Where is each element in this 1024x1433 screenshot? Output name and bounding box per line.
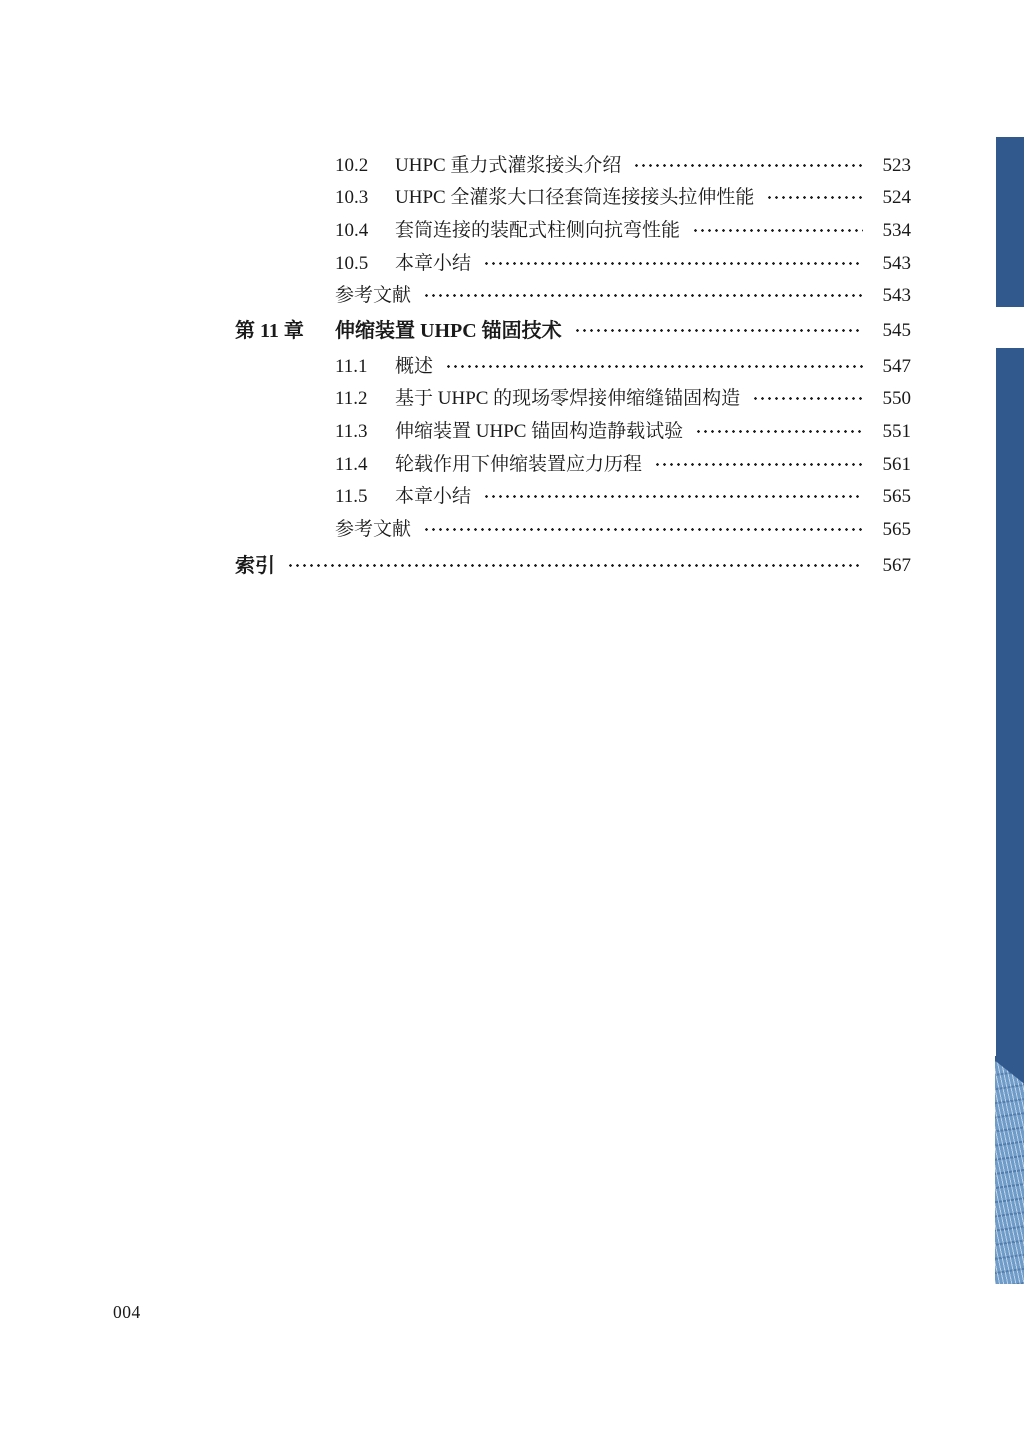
toc-entry (235, 279, 911, 312)
toc-entry (235, 182, 911, 215)
dot-leader (423, 520, 863, 539)
dot-leader (654, 455, 863, 474)
dot-leader (752, 389, 863, 408)
toc-entry-page: 543 (882, 285, 911, 307)
toc-entry-title: 概述 (395, 355, 434, 377)
toc-entry (235, 513, 911, 546)
dot-leader (695, 422, 863, 441)
toc-entry-title: UHPC 重力式灌浆接头介绍 (395, 154, 622, 176)
toc-entry-title: 伸缩装置 UHPC 锚固技术 (335, 319, 562, 342)
right-edge-bar-top (996, 137, 1024, 307)
toc-entry-page: 547 (882, 355, 911, 377)
toc-entry-number: 11.1 (335, 355, 368, 377)
toc-entry-title: 参考文献 (335, 285, 412, 307)
toc-entry-title: 本章小结 (395, 252, 472, 274)
toc-entry (235, 415, 911, 448)
right-edge-bar-middle (996, 348, 1024, 1060)
dot-leader (574, 321, 863, 340)
toc-entry-number: 10.5 (335, 252, 369, 274)
toc-entry (235, 548, 911, 584)
toc-entry (235, 480, 911, 513)
toc-list (235, 149, 911, 584)
toc-entry-number: 11.5 (335, 486, 368, 508)
dot-leader (423, 286, 863, 305)
dot-leader (692, 221, 863, 240)
dot-leader (766, 188, 863, 207)
toc-entry-title: 套筒连接的装配式柱侧向抗弯性能 (395, 219, 681, 241)
toc-entry-page: 550 (882, 388, 911, 410)
toc-entry-page: 561 (882, 453, 911, 475)
toc-entry-number: 第 11 章 (235, 319, 304, 342)
dot-leader (287, 556, 863, 575)
toc-entry (235, 312, 911, 350)
toc-entry (235, 247, 911, 280)
toc-entry (235, 350, 911, 383)
toc-entry-page: 565 (882, 518, 911, 540)
toc-entry-number: 10.3 (335, 187, 369, 209)
toc-entry-title: 基于 UHPC 的现场零焊接伸缩缝锚固构造 (395, 388, 741, 410)
toc-entry-title: UHPC 全灌浆大口径套筒连接接头拉伸性能 (395, 187, 755, 209)
toc-entry-number: 10.4 (335, 219, 369, 241)
folio-page-number: 004 (113, 1302, 141, 1322)
toc-entry-number: 11.4 (335, 453, 368, 475)
toc-entry-page: 543 (882, 252, 911, 274)
dot-leader (445, 357, 863, 376)
toc-entry-title: 伸缩装置 UHPC 锚固构造静载试验 (395, 420, 684, 442)
toc-entry-number: 11.3 (335, 420, 368, 442)
toc-entry-title: 索引 (235, 554, 275, 577)
toc-entry-page: 534 (882, 219, 911, 241)
dot-leader (633, 156, 863, 175)
toc-entry-title: 参考文献 (335, 518, 412, 540)
toc-entry (235, 149, 911, 182)
toc-entry-title: 轮载作用下伸缩装置应力历程 (395, 453, 643, 475)
toc-entry-number: 10.2 (335, 154, 369, 176)
toc-entry-page: 523 (882, 154, 911, 176)
toc-entry (235, 214, 911, 247)
toc-entry-title: 本章小结 (395, 486, 472, 508)
toc-entry-page: 551 (882, 420, 911, 442)
toc-entry-page: 567 (882, 555, 911, 577)
right-edge-photo-strip (995, 1056, 1024, 1284)
toc-entry-page: 524 (882, 187, 911, 209)
toc-entry (235, 383, 911, 416)
toc-entry-page: 545 (882, 320, 911, 342)
toc-entry-page: 565 (882, 486, 911, 508)
toc-entry (235, 448, 911, 481)
dot-leader (483, 487, 863, 506)
dot-leader (483, 254, 863, 273)
toc-entry-number: 11.2 (335, 388, 368, 410)
